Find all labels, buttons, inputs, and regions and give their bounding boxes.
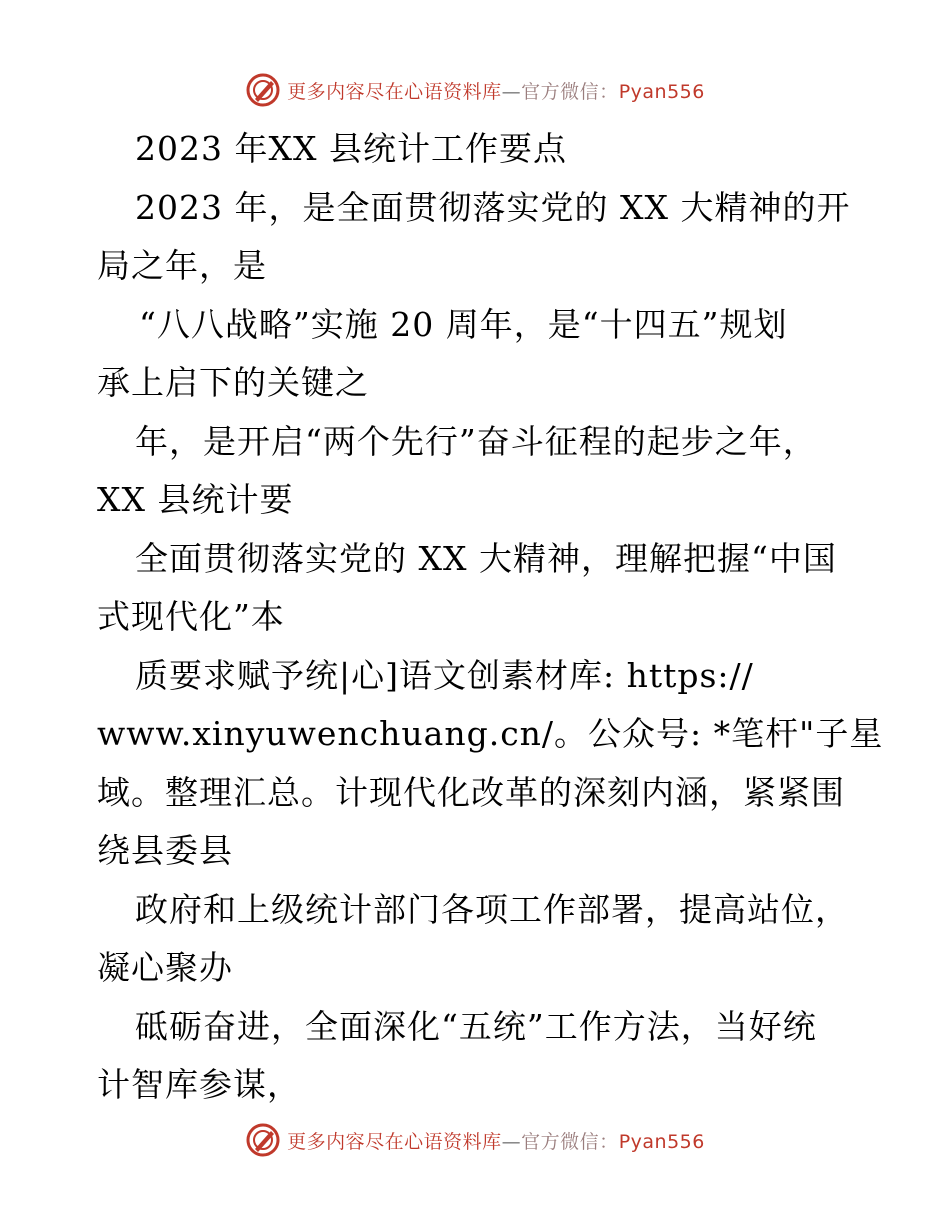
paragraph-line: 式现代化”本 (97, 597, 285, 636)
banner-main-text: 更多内容尽在心语资料库 (287, 1130, 502, 1153)
banner-text (287, 1127, 705, 1154)
paragraph-line: “八八战略”实施 20 周年，是“十四五”规划 (139, 304, 788, 344)
paragraph-line: 政府和上级统计部门各项工作部署，提高站位， (135, 889, 849, 929)
document-title: 2023 年XX 县统计工作要点 (135, 129, 567, 168)
header-watermark-banner (0, 68, 950, 112)
banner-account: Pyan556 (618, 80, 705, 103)
paragraph-line: 承上启下的关键之 (97, 363, 369, 402)
paragraph-line: 年，是开启“两个先行”奋斗征程的起步之年， (135, 421, 817, 461)
paragraph-line: 砥砺奋进，全面深化“五统”工作方法，当好统 (135, 1006, 817, 1046)
paragraph-line: 全面贯彻落实党的 XX 大精神，理解把握“中国 (135, 538, 837, 578)
footer-watermark-banner (0, 1118, 950, 1162)
paragraph-line: 局之年，是 (97, 246, 267, 285)
banner-account: Pyan556 (618, 1130, 705, 1153)
pen-logo-icon (245, 72, 281, 108)
banner-official-label: 官方微信： (521, 80, 619, 103)
paragraph-line: 域。整理汇总。计现代化改革的深刻内涵，紧紧围 (97, 772, 845, 812)
banner-separator: — (501, 1130, 522, 1153)
banner-main-text: 更多内容尽在心语资料库 (287, 80, 502, 103)
pen-logo-icon (245, 1122, 281, 1158)
paragraph-line: XX 县统计要 (97, 480, 294, 519)
paragraph-line: 凝心聚办 (97, 948, 233, 987)
paragraph-line: 绕县委县 (97, 831, 233, 870)
banner-official-label: 官方微信： (521, 1130, 619, 1153)
banner-text (287, 77, 705, 104)
banner-separator: — (501, 80, 522, 103)
document-body (97, 120, 884, 1115)
paragraph-line: 质要求赋予统|心]语文创素材库: https:// (135, 655, 754, 695)
paragraph-line: 2023 年，是全面贯彻落实党的 XX 大精神的开 (135, 187, 851, 227)
paragraph-line: www.xinyuwenchuang.cn/。公众号: *笔杆"子星 (97, 714, 884, 753)
paragraph-line: 计智库参谋， (97, 1065, 301, 1104)
